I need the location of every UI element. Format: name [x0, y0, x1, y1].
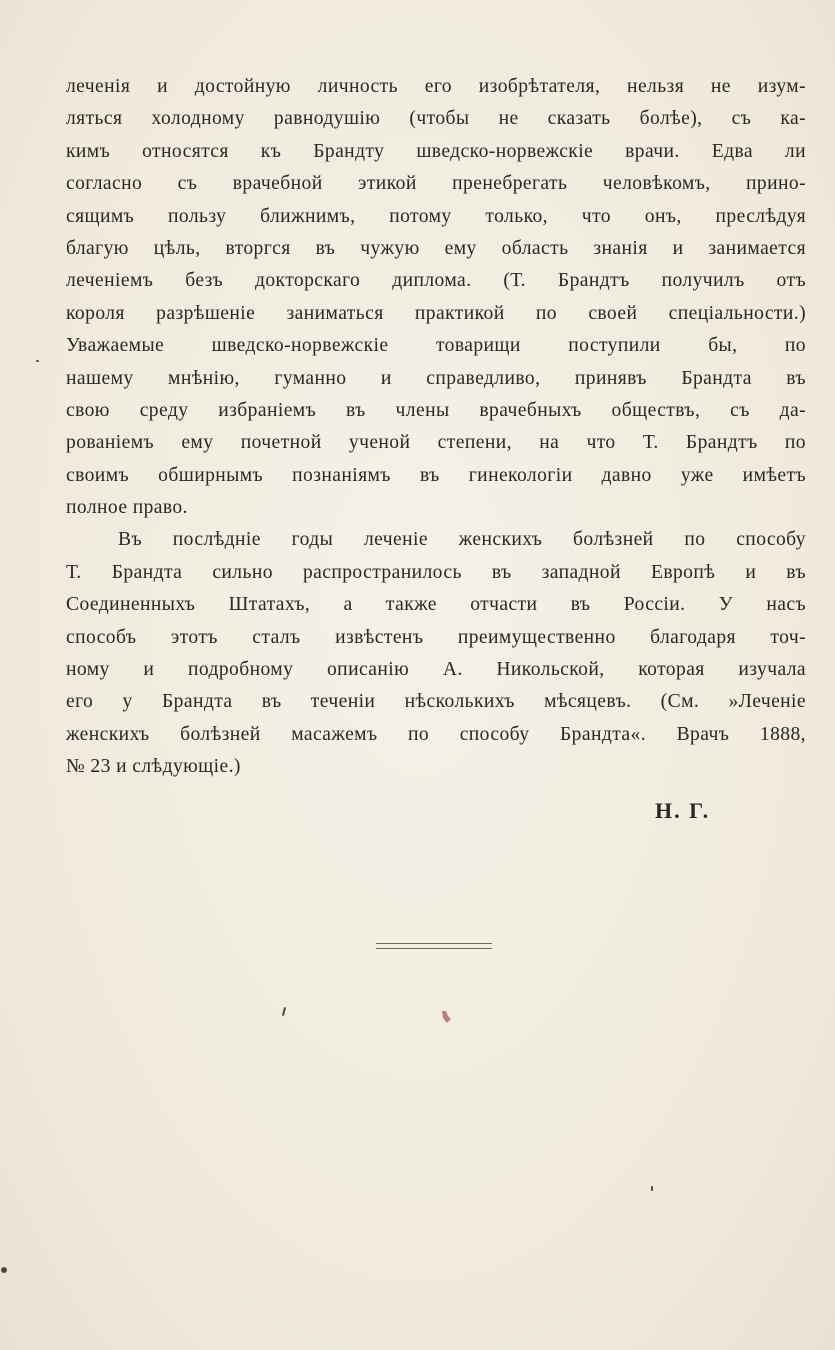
text-line: рованіемъ ему почетной ученой степени, на что Т. Брандтъ по [66, 432, 806, 454]
text-line: благую цѣль, вторгся въ чужую ему область знанія и занимается [66, 237, 806, 259]
ink-speck [282, 1007, 286, 1016]
signature-initials: Н. Г. [655, 798, 711, 823]
printers-mark-icon [436, 1007, 456, 1027]
text-line: Въ послѣдніе годы леченіе женскихъ болѣзней по способу [118, 529, 806, 551]
text-line: свою среду избраніемъ въ члены врачебныхъ обществъ, съ да- [66, 399, 806, 421]
text-line: нашему мнѣнію, гуманно и справедливо, принявъ Брандта въ [66, 367, 806, 389]
text-line: способъ этотъ сталъ извѣстенъ преимущественно благодаря точ- [66, 626, 806, 648]
text-line: Уважаемые шведско-норвежскіе товарищи поступили бы, по [66, 335, 806, 357]
text-line: ляться холодному равнодушію (чтобы не сказать болѣе), съ ка- [66, 108, 806, 130]
text-line: ному и подробному описанію А. Никольской, которая изучала [66, 659, 806, 681]
text-line: своимъ обширнымъ познаніямъ въ гинекологіи давно уже имѣетъ [66, 464, 806, 486]
divider-rule-bottom [376, 948, 492, 949]
ink-speck [36, 360, 39, 362]
text-line: согласно съ врачебной этикой пренебрегать человѣкомъ, прино- [66, 173, 806, 195]
text-line: Т. Брандта сильно распространилось въ западной Европѣ и въ [66, 561, 806, 583]
text-line: № 23 и слѣдующіе.) [66, 756, 241, 778]
text-line: кимъ относятся къ Брандту шведско-норвежскіе врачи. Едва ли [66, 140, 806, 162]
text-line: сящимъ пользу ближнимъ, потому только, что онъ, преслѣдуя [66, 205, 806, 227]
body-text [66, 71, 806, 784]
ink-speck [1, 1267, 7, 1273]
text-line: короля разрѣшеніе заниматься практикой по своей спеціальности.) [66, 302, 806, 324]
text-line: Соединенныхъ Штатахъ, а также отчасти въ Россіи. У насъ [66, 594, 806, 616]
text-line: полное право. [66, 497, 188, 519]
divider-rule-top [376, 943, 492, 944]
text-line: леченія и достойную личность его изобрѣтателя, нельзя не изум- [66, 76, 806, 97]
text-line: женскихъ болѣзней масажемъ по способу Брандта«. Врачъ 1888, [66, 723, 806, 745]
text-line: леченіемъ безъ докторскаго диплома. (Т. Брандтъ получилъ отъ [66, 270, 806, 292]
ink-speck [651, 1186, 653, 1191]
text-line: его у Брандта въ теченіи нѣсколькихъ мѣсяцевъ. (См. »Леченіе [66, 691, 806, 713]
